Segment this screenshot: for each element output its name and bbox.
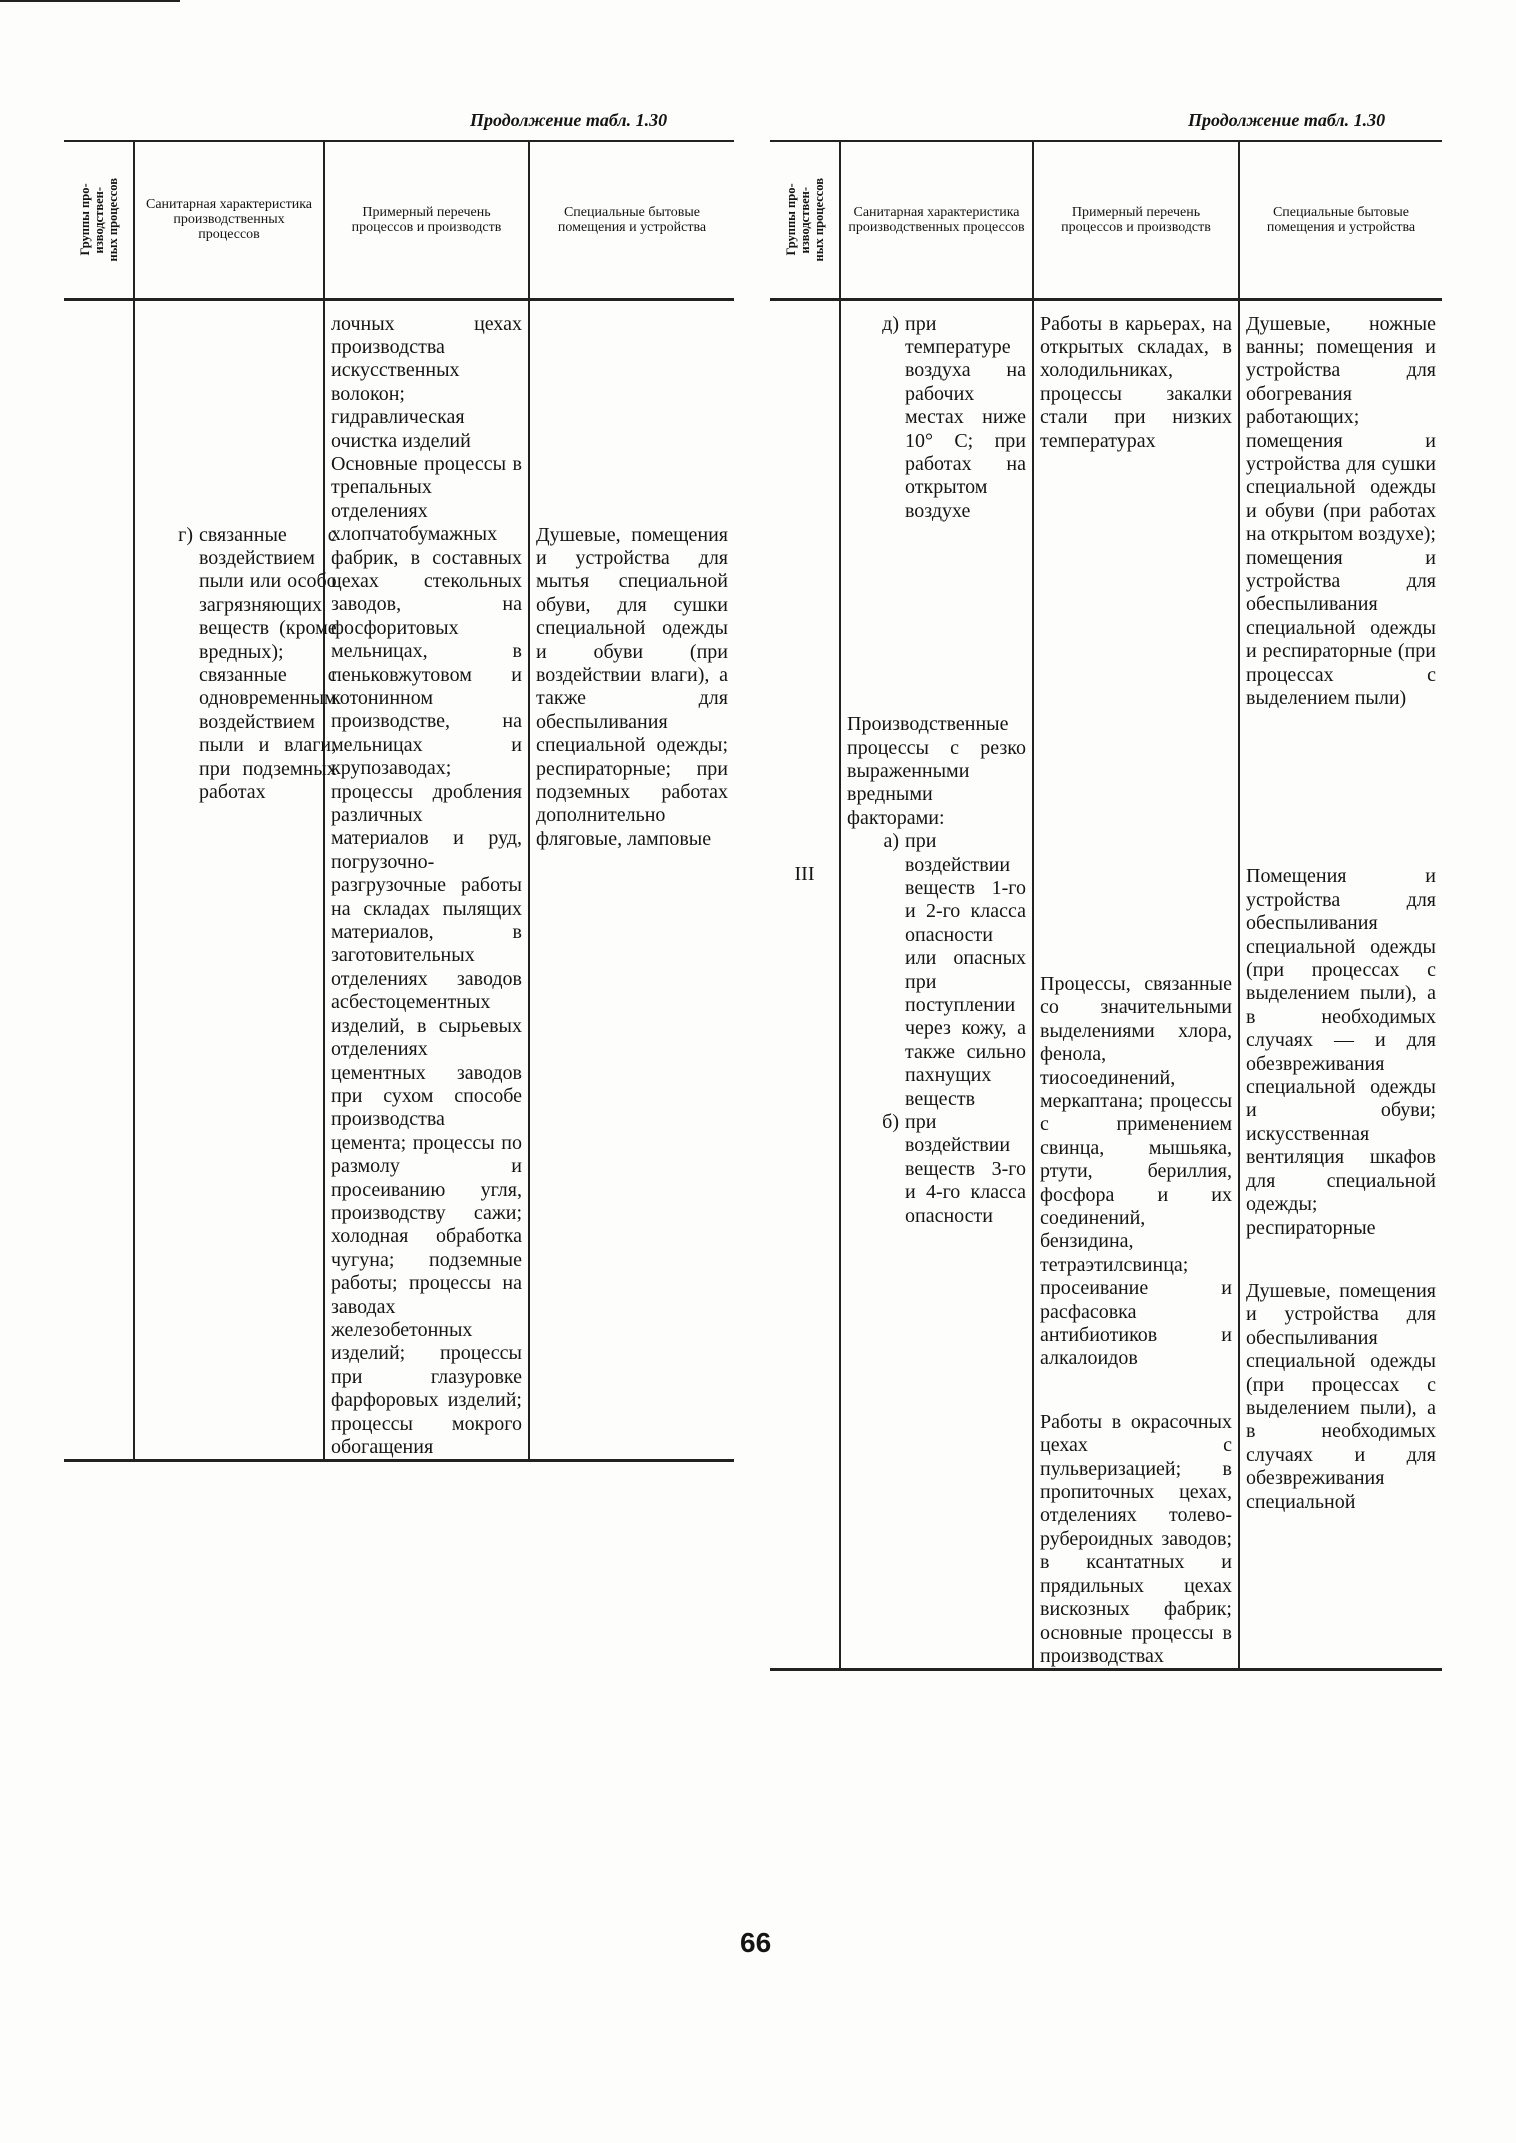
processes-cell	[1033, 313, 1239, 1670]
group-cell	[64, 313, 134, 1461]
right-table	[770, 140, 1442, 1671]
processes-text: Основные процессы в трепальных отделениях хлопчатобумажных фабрик, в составных цехах стекольных заводов, на фосфоритовых мельницах, в пеньковжутовом и котонинном производстве, на мельницах и крупозаводах; процессы дробления различных материалов и руд, погрузочно-разгрузочные работы на складах пылящих материалов, в заготовительных отделениях заводов асбестоцементных изделий, в сырьевых отделениях цементных заводов при сухом способе производства цемента; процессы по размолу и просеиванию угля, производству сажи; холодная обработка чугуна; подземные работы; процессы на заводах железобетонных изделий; процессы при глазуровке фарфоровых изделий; процессы мокрого обогащения	[331, 452, 522, 1458]
header-row	[770, 141, 1442, 299]
header-processes: Примерный перечень процессов и производств	[1033, 141, 1239, 299]
facilities-text: Душевые, помещения и устройства для мытья специальной обуви, для сушки специальной одежды и обуви (при воздействии влаги), а также для обеспыливания специальной одежды; респираторные; при подземных работах дополнительно фляговые, ламповые	[536, 523, 728, 850]
characteristic-cell	[134, 313, 337, 1461]
item-marker: б)	[882, 1111, 899, 1134]
facilities-cell	[529, 313, 734, 1461]
facilities-text: Помещения и устройства для обеспыливания специальной одежды (при процессах с выделением пыли), а в необходимых случаях — и для обезвреживания специальной одежды и обуви; искусственная вентиляция шкафов для специальной одежды; респираторные	[1246, 865, 1436, 1239]
header-group: Группы про- изводствен- ных процессов	[770, 141, 840, 299]
processes-continued-text: лочных цехах производства искусственных волокон; гидравлическая очистка изделий	[331, 312, 522, 452]
header-facilities: Специальные бытовые помещения и устройства	[529, 141, 734, 299]
processes-text: Работы в окрасочных цехах с пульверизацией; в пропиточных цехах, отделениях толево-рубероидных заводов; в ксантатных и прядильных цехах вискозных фабрик; основные процессы в производствах	[1040, 1410, 1232, 1667]
item-marker: д)	[882, 312, 899, 335]
left-table	[64, 140, 734, 1462]
group-cell	[770, 313, 840, 1670]
characteristic-cell	[840, 313, 1033, 1670]
facilities-text: Душевые, помещения и устройства для обеспыливания специальной одежды (при процессах с выделением пыли), а в необходимых случаях и для обезвреживания специальной	[1246, 1279, 1436, 1513]
header-row	[64, 141, 734, 299]
item-marker: г)	[178, 523, 193, 546]
item-marker: а)	[883, 830, 899, 853]
header-characteristic: Санитарная характеристика производственных процессов	[840, 141, 1033, 299]
table-row	[64, 313, 734, 1461]
scan-edge-line	[0, 0, 180, 2]
header-facilities: Специальные бытовые помещения и устройства	[1239, 141, 1442, 299]
processes-text: Работы в карьерах, на открытых складах, в холодильниках, процессы закалки стали при низких температурах	[1040, 312, 1232, 452]
header-processes: Примерный перечень процессов и производств	[324, 141, 529, 299]
facilities-cell	[1239, 313, 1442, 1670]
page-number: 66	[740, 1927, 772, 1958]
processes-text: Процессы, связанные со значительными выделениями хлора, фенола, тиосоединений, меркаптана; процессы с применением свинца, мышьяка, ртути, бериллия, фосфора и их соединений, бензидина, тетраэтилсвинца; просеивание и расфасовка антибиотиков и алкалоидов	[1040, 972, 1232, 1370]
header-characteristic: Санитарная характеристика производственных процессов	[134, 141, 324, 299]
continuation-label-right: Продолжение табл. 1.30	[1188, 110, 1386, 130]
processes-cell	[324, 313, 529, 1461]
continuation-label-left: Продолжение табл. 1.30	[470, 110, 668, 130]
table-row	[770, 313, 1442, 1670]
group-heading: Производственные процессы с резко выраженными вредными факторами:	[847, 713, 1026, 829]
header-group: Группы про- изводствен- ных процессов	[64, 141, 134, 299]
characteristic-text: при температуре воздуха на рабочих местах ниже 10° С; при работах на открытом воздухе	[905, 312, 1026, 522]
characteristic-text: при воздействии веществ 1-го и 2-го класса опасности или опасных при поступлении через кожу, а также сильно пахнущих веществ	[905, 830, 1026, 1110]
facilities-text: Душевые, ножные ванны; помещения и устройства для обогревания работающих; помещения и устройства для сушки специальной одежды и обуви (при работах на открытом воздухе); помещения и устройства для обеспыливания специальной одежды и респираторные (при процессах с выделением пыли)	[1246, 312, 1436, 709]
characteristic-text: связанные с воздействием пыли или особо загрязняющих веществ (кроме вредных); связанные с одновременным воздействием пыли и влаги; при подземных работах	[199, 523, 337, 803]
characteristic-text: при воздействии веществ 3-го и 4-го класса опасности	[905, 1111, 1026, 1227]
group-numeral: III	[794, 862, 815, 885]
